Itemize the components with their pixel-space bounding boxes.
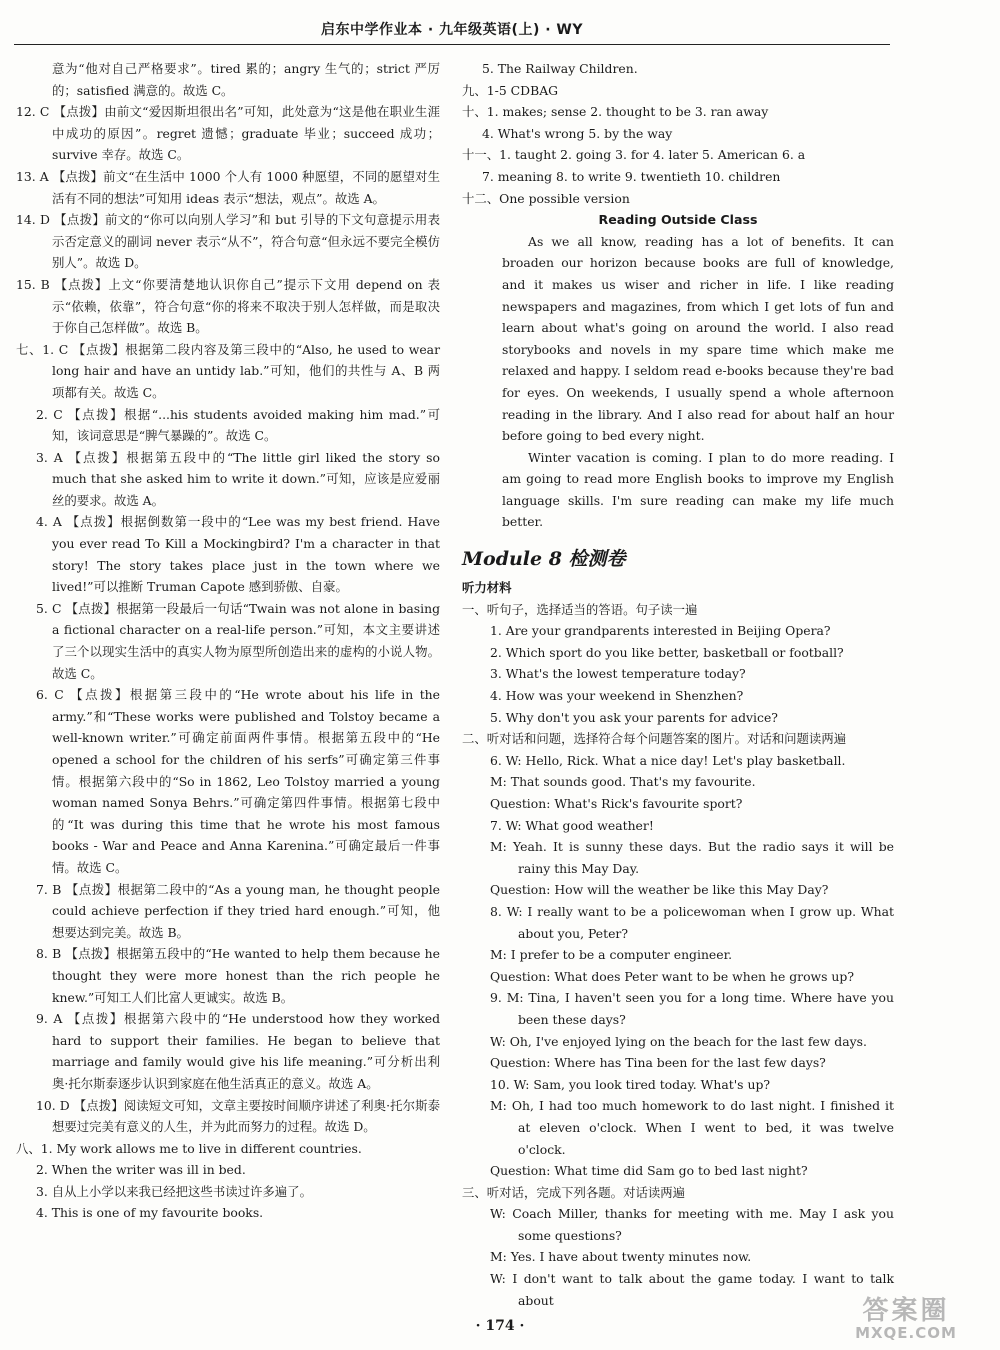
listening-section-2: 二、听对话和问题，选择符合每个问题答案的图片。对话和问题读两遍 [462, 731, 847, 747]
text-line: 九、1-5 CDBAG [462, 82, 559, 98]
listening-section-1: 一、听句子，选择适当的答语。句子读一遍 [462, 601, 698, 617]
left-column [16, 58, 440, 1224]
page-number: · 174 · [475, 1318, 525, 1334]
text-line: M: Yes. I have about twenty minutes now. [490, 1249, 752, 1265]
text-line: Question: What time did Sam go to bed last night? [490, 1163, 808, 1179]
essay-paragraph: Winter vacation is coming. I plan to do more reading. I am going to read more English books to improve my English language skills. I'm sure reading can make my life much better. [502, 449, 894, 530]
text-line: 2. Which sport do you like better, basketball or football? [490, 644, 844, 660]
text-line: 3. 自从上小学以来我已经把这些书读过许多遍了。 [36, 1183, 312, 1199]
text-line: 5. C 【点拨】根据第一段最后一句话“Twain was not alone in basing a fictional character on a real-life person.”可知，本文主要讲述了三个以现实生活中的真实人物为原型所创造出来的虚构的小说人物。故选 C。 [36, 600, 440, 681]
text-line: 4. What's wrong 5. by the way [482, 125, 673, 141]
text-line: M: Oh, I had too much homework to do last night. I finished it at eleven o'clock. When I went to bed, it was twelve o'clock. [490, 1098, 894, 1157]
text-line: Question: How will the weather be like this May Day? [490, 882, 829, 898]
essay-title: Reading Outside Class [598, 212, 758, 228]
text-line: W: Coach Miller, thanks for meeting with me. May I ask you some questions? [490, 1206, 894, 1243]
module-title: Module 8 检测卷 [462, 548, 626, 571]
watermark-url: MXQE.COM [855, 1324, 957, 1342]
text-line: W: I don't want to talk about the game today. I want to talk about [490, 1271, 894, 1308]
text-line: M: Yeah. It is sunny these days. But the radio says it will be rainy this May Day. [490, 839, 894, 876]
text-line: 8. B 【点拨】根据第五段中的“He wanted to help them because he thought they were more honest than the rich people he knew.”可知工人们比富人更诚实。故选 B。 [36, 946, 440, 1005]
right-column [462, 58, 894, 1311]
text-line: 6. C 【点拨】根据第三段中的“He wrote about his life in the army.”和“These works were published and Tolstoy became a well-known writer.”可确定前面两件事情。根据第五段中的“He opened a school for the children of his serfs”可确定第三件事情。根据第六段中的“So in 1862, Leo Tolstoy married a young woman named Sonya Behrs.”可确定第四件事情。根据第七段中的“It was during this time that he wrote his most famous books - War and Peace and Anna Karenina.”可确定最后一件事情。故选 C。 [36, 687, 440, 875]
text-line: Question: Where has Tina been for the last few days? [490, 1055, 826, 1071]
text-line: 1. Are your grandparents interested in Beijing Opera? [490, 623, 831, 639]
text-line: 8. W: I really want to be a policewoman when I grow up. What about you, Peter? [490, 903, 894, 941]
text-line: W: Oh, I've enjoyed lying on the beach for the last few days. [490, 1033, 867, 1049]
essay-paragraph: As we all know, reading has a lot of benefits. It can broaden our horizon because books are full of knowledge, and it makes us wiser and richer in life. I like reading newspapers and magazines, from which I get lots of fun and learn about what's going on around the world. I also read storybooks and novels in my spare time which make me relaxed and happy. I seldom read e-books because they're bad for eyes. On weekends, I usually spend a whole afternoon reading in the library. And I also read for about half an hour before going to bed every night. [502, 233, 894, 444]
text-line: 15. B 【点拨】上文“你要清楚地认识你自己”提示下文用 depend on 表示“依赖，依靠”，符合句意“你的将来不取决于别人怎样做，而是取决于你自己怎样做”。故选 B。 [16, 276, 440, 336]
text-line: 6. W: Hello, Rick. What a nice day! Let's play basketball. [490, 752, 846, 768]
text-line: 10. D 【点拨】阅读短文可知，文章主要按时间顺序讲述了利奥·托尔斯泰想要过完美有意义的人生，并为此而努力的过程。故选 D。 [36, 1097, 440, 1135]
watermark-logo-text: 答案圈 [862, 1296, 950, 1326]
watermark-logo [824, 1298, 988, 1346]
text-line: 7. B 【点拨】根据第二段中的“As a young man, he thought people could achieve perfection if they tried hard enough.”可知，他想要达到完美。故选 B。 [36, 881, 440, 940]
listening-dialogue-3 [462, 1203, 894, 1311]
text-line: 十二、One possible version [462, 190, 630, 206]
page-header: 启东中学作业本 · 九年级英语(上) · WY [320, 22, 583, 38]
text-line: M: That sounds good. That's my favourite. [490, 774, 756, 790]
text-line: 七、1. C 【点拨】根据第二段内容及第三段中的“Also, he used to wear long hair and have an untidy lab.”可知，他们的共性与 A、B 两项都有关。故选 C。 [16, 341, 440, 400]
text-line: Question: What's Rick's favourite sport? [490, 796, 743, 811]
text-line: 4. How was your weekend in Shenzhen? [490, 688, 744, 704]
text-line: 7. meaning 8. to write 9. twentieth 10. children [482, 168, 781, 184]
listening-dialogues [462, 750, 894, 1182]
text-line: Question: What does Peter want to be when he grows up? [490, 968, 854, 984]
text-line: 12. C 【点拨】由前文“爱因斯坦很出名”可知，此处意为“这是他在职业生涯中成功的原因”。regret 遗憾；graduate 毕业；succeed 成功；survive 幸存。故选 C。 [16, 104, 440, 163]
text-line: 7. W: What good weather! [490, 817, 654, 833]
text-line: M: I prefer to be a computer engineer. [490, 947, 733, 963]
essay-body [462, 231, 894, 533]
text-line: 10. W: Sam, you look tired today. What's up? [490, 1076, 771, 1092]
text-line: 2. C 【点拨】根据“...his students avoided making him mad.”可知，该词意思是“脾气暴躁的”。故选 C。 [36, 406, 440, 444]
text-line: 9. A 【点拨】根据第六段中的“He understood how they worked hard to support their families. He began to believe that marriage and family would give his life meaning.”可分析出利奥·托尔斯泰逐步认识到家庭在他生活真正的意义。故选 A。 [36, 1011, 440, 1091]
text-line: 4. This is one of my favourite books. [36, 1205, 264, 1221]
text-line: 意为“他对自己严格要求”。tired 累的；angry 生气的；strict 严厉的；satisfied 满意的。故选 C。 [52, 61, 440, 98]
text-line: 十一、1. taught 2. going 3. for 4. later 5. American 6. a [462, 147, 806, 163]
text-line: 5. The Railway Children. [482, 61, 638, 76]
text-line: 3. A 【点拨】根据第五段中的“The little girl liked the story so much that she asked him to write it down.”可知，应该是应爱丽丝的要求。故选 A。 [36, 449, 440, 508]
listening-heading: 听力材料 [462, 580, 512, 596]
text-line: 4. A 【点拨】根据倒数第一段中的“Lee was my best friend. Have you ever read To Kill a Mockingbird? I'm a character in that story! The story takes place just in the town where we lived!”可以推断 Truman Capote 感到骄傲、自豪。 [36, 514, 440, 595]
text-line: 3. What's the lowest temperature today? [490, 666, 746, 682]
text-line: 5. Why don't you ask your parents for advice? [490, 709, 778, 725]
listening-section-3: 三、听对话，完成下列各题。对话读两遍 [462, 1184, 686, 1200]
text-line: 2. When the writer was ill in bed. [36, 1162, 246, 1178]
header-rule [14, 44, 890, 45]
text-line: 十、1. makes; sense 2. thought to be 3. ran away [462, 104, 769, 120]
listening-sentences [462, 620, 894, 728]
text-line: 13. A 【点拨】前文“在生活中 1000 个人有 1000 种愿望，不同的愿望对生活有不同的想法”可知用 ideas 表示“想法，观点”。故选 A。 [16, 168, 440, 206]
text-line: 八、1. My work allows me to live in different countries. [16, 1140, 362, 1156]
text-line: 9. M: Tina, I haven't seen you for a long time. Where have you been these days? [490, 990, 894, 1027]
text-line: 14. D 【点拨】前文的“你可以向别人学习”和 but 引导的下文句意提示用表示否定意义的副词 never 表示“从不”，符合句意“但永远不要完全模仿别人”。故选 D。 [16, 212, 440, 271]
answers-9-12 [462, 58, 894, 209]
